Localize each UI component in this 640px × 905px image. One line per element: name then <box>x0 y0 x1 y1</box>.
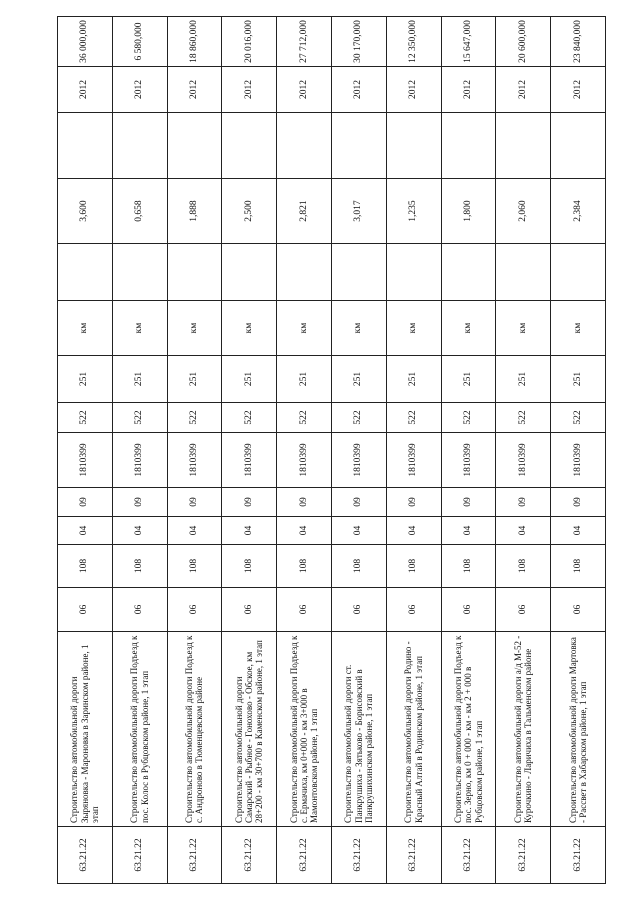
year-cell: 2012 <box>386 67 441 113</box>
chapter-code-cell: 04 <box>496 517 551 545</box>
target-article-cell: 1810399 <box>386 433 441 488</box>
kosgu-cell: 251 <box>386 356 441 403</box>
section-code-cell: 06 <box>386 588 441 632</box>
subsection-code-cell: 09 <box>441 488 496 517</box>
code-cell: 63.21.22 <box>551 827 606 884</box>
ministry-code-cell: 108 <box>277 545 332 588</box>
construction-objects-table <box>57 16 606 884</box>
amount-cell: 15 647,000 <box>441 17 496 67</box>
object-name-cell: Строительство автомобильной дороги Зыряновка - Мароновка в Заринском районе, 1 этап <box>58 632 113 827</box>
unit-cell: км <box>551 301 606 356</box>
expense-type-cell: 522 <box>496 403 551 433</box>
year-cell: 2012 <box>58 67 113 113</box>
target-article-cell: 1810399 <box>112 433 167 488</box>
subsection-code-cell: 09 <box>222 488 277 517</box>
code-cell: 63.21.22 <box>496 827 551 884</box>
empty-cell <box>496 244 551 301</box>
kosgu-cell: 251 <box>222 356 277 403</box>
unit-cell: км <box>386 301 441 356</box>
table-row <box>112 17 167 884</box>
object-name-cell: Строительство автомобильной дороги Родино - Красный Алтай в Родинском районе, 1 этап <box>386 632 441 827</box>
year-cell: 2012 <box>222 67 277 113</box>
chapter-code-cell: 04 <box>112 517 167 545</box>
length-cell: 1,888 <box>167 179 222 244</box>
subsection-code-cell: 09 <box>277 488 332 517</box>
code-cell: 63.21.22 <box>222 827 277 884</box>
length-cell: 1,235 <box>386 179 441 244</box>
length-cell: 2,500 <box>222 179 277 244</box>
chapter-code-cell: 04 <box>58 517 113 545</box>
section-code-cell: 06 <box>58 588 113 632</box>
amount-cell: 20 016,000 <box>222 17 277 67</box>
length-cell: 0,658 <box>112 179 167 244</box>
chapter-code-cell: 04 <box>331 517 386 545</box>
amount-cell: 23 840,000 <box>551 17 606 67</box>
chapter-code-cell: 04 <box>277 517 332 545</box>
length-cell: 1,800 <box>441 179 496 244</box>
unit-cell: км <box>277 301 332 356</box>
expense-type-cell: 522 <box>58 403 113 433</box>
code-cell: 63.21.22 <box>58 827 113 884</box>
empty-cell <box>112 113 167 179</box>
length-cell: 3,017 <box>331 179 386 244</box>
section-code-cell: 06 <box>331 588 386 632</box>
expense-type-cell: 522 <box>551 403 606 433</box>
target-article-cell: 1810399 <box>551 433 606 488</box>
table-row <box>167 17 222 884</box>
code-cell: 63.21.22 <box>386 827 441 884</box>
table-row <box>441 17 496 884</box>
chapter-code-cell: 04 <box>551 517 606 545</box>
empty-cell <box>167 244 222 301</box>
empty-cell <box>167 113 222 179</box>
amount-cell: 18 860,000 <box>167 17 222 67</box>
chapter-code-cell: 04 <box>386 517 441 545</box>
empty-cell <box>277 244 332 301</box>
table-row <box>222 17 277 884</box>
table-row <box>496 17 551 884</box>
ministry-code-cell: 108 <box>441 545 496 588</box>
empty-cell <box>496 113 551 179</box>
table-row <box>386 17 441 884</box>
ministry-code-cell: 108 <box>112 545 167 588</box>
subsection-code-cell: 09 <box>58 488 113 517</box>
amount-cell: 30 170,000 <box>331 17 386 67</box>
target-article-cell: 1810399 <box>167 433 222 488</box>
ministry-code-cell: 108 <box>551 545 606 588</box>
kosgu-cell: 251 <box>331 356 386 403</box>
amount-cell: 20 600,000 <box>496 17 551 67</box>
object-name-cell: Строительство автомобильной дороги Мартовка - Рассвет в Хабарском районе, 1 этап <box>551 632 606 827</box>
unit-cell: км <box>58 301 113 356</box>
expense-type-cell: 522 <box>331 403 386 433</box>
length-cell: 2,821 <box>277 179 332 244</box>
object-name-cell: Строительство автомобильной дороги а/д М-52 - Курочкино - Ларичиха в Тальменском районе <box>496 632 551 827</box>
subsection-code-cell: 09 <box>112 488 167 517</box>
length-cell: 2,060 <box>496 179 551 244</box>
year-cell: 2012 <box>331 67 386 113</box>
length-cell: 2,384 <box>551 179 606 244</box>
kosgu-cell: 251 <box>112 356 167 403</box>
object-name-cell: Строительство автомобильной дороги Подъезд к пос. Колос в Рубцовском районе, 1 этап <box>112 632 167 827</box>
empty-cell <box>551 113 606 179</box>
kosgu-cell: 251 <box>277 356 332 403</box>
year-cell: 2012 <box>112 67 167 113</box>
unit-cell: км <box>496 301 551 356</box>
year-cell: 2012 <box>441 67 496 113</box>
object-name-cell: Строительство автомобильной дороги Подъезд к с. Андроново в Тюменцевском районе <box>167 632 222 827</box>
target-article-cell: 1810399 <box>331 433 386 488</box>
section-code-cell: 06 <box>496 588 551 632</box>
expense-type-cell: 522 <box>277 403 332 433</box>
expense-type-cell: 522 <box>441 403 496 433</box>
unit-cell: км <box>441 301 496 356</box>
chapter-code-cell: 04 <box>441 517 496 545</box>
section-code-cell: 06 <box>277 588 332 632</box>
empty-cell <box>58 244 113 301</box>
subsection-code-cell: 09 <box>331 488 386 517</box>
section-code-cell: 06 <box>167 588 222 632</box>
table-row <box>331 17 386 884</box>
ministry-code-cell: 108 <box>386 545 441 588</box>
expense-type-cell: 522 <box>222 403 277 433</box>
ministry-code-cell: 108 <box>496 545 551 588</box>
ministry-code-cell: 108 <box>331 545 386 588</box>
length-cell: 3,600 <box>58 179 113 244</box>
unit-cell: км <box>112 301 167 356</box>
target-article-cell: 1810399 <box>441 433 496 488</box>
amount-cell: 36 000,000 <box>58 17 113 67</box>
code-cell: 63.21.22 <box>167 827 222 884</box>
target-article-cell: 1810399 <box>58 433 113 488</box>
empty-cell <box>441 113 496 179</box>
empty-cell <box>386 244 441 301</box>
table-row <box>277 17 332 884</box>
kosgu-cell: 251 <box>441 356 496 403</box>
table-row <box>551 17 606 884</box>
empty-cell <box>112 244 167 301</box>
table-wrapper <box>57 17 605 884</box>
ministry-code-cell: 108 <box>222 545 277 588</box>
subsection-code-cell: 09 <box>386 488 441 517</box>
expense-type-cell: 522 <box>112 403 167 433</box>
expense-type-cell: 522 <box>167 403 222 433</box>
rotated-table-container <box>57 17 605 884</box>
target-article-cell: 1810399 <box>496 433 551 488</box>
empty-cell <box>551 244 606 301</box>
chapter-code-cell: 04 <box>222 517 277 545</box>
target-article-cell: 1810399 <box>222 433 277 488</box>
expense-type-cell: 522 <box>386 403 441 433</box>
empty-cell <box>331 113 386 179</box>
subsection-code-cell: 09 <box>496 488 551 517</box>
empty-cell <box>386 113 441 179</box>
ministry-code-cell: 108 <box>58 545 113 588</box>
empty-cell <box>441 244 496 301</box>
ministry-code-cell: 108 <box>167 545 222 588</box>
amount-cell: 6 580,000 <box>112 17 167 67</box>
kosgu-cell: 251 <box>58 356 113 403</box>
empty-cell <box>222 244 277 301</box>
unit-cell: км <box>222 301 277 356</box>
section-code-cell: 06 <box>222 588 277 632</box>
unit-cell: км <box>331 301 386 356</box>
year-cell: 2012 <box>167 67 222 113</box>
target-article-cell: 1810399 <box>277 433 332 488</box>
object-name-cell: Строительство автомобильной дороги Подъезд к пос. Зерно, км 0 + 000 - км - км 2 + 000 в Рубцовском районе, 1 этап <box>441 632 496 827</box>
empty-cell <box>277 113 332 179</box>
empty-cell <box>222 113 277 179</box>
year-cell: 2012 <box>277 67 332 113</box>
object-name-cell: Строительство автомобильной дороги ст. Панкрушиха - Зятьково - Борисовский в Панкрушихинском районе, 1 этап <box>331 632 386 827</box>
unit-cell: км <box>167 301 222 356</box>
kosgu-cell: 251 <box>167 356 222 403</box>
amount-cell: 27 712,000 <box>277 17 332 67</box>
subsection-code-cell: 09 <box>551 488 606 517</box>
object-name-cell: Строительство автомобильной дороги Подъезд к с. Ермачиха, км 0+000 - км 3+000 в Мамонтовском районе, 1 этап <box>277 632 332 827</box>
empty-cell <box>331 244 386 301</box>
code-cell: 63.21.22 <box>277 827 332 884</box>
subsection-code-cell: 09 <box>167 488 222 517</box>
code-cell: 63.21.22 <box>112 827 167 884</box>
empty-cell <box>58 113 113 179</box>
object-name-cell: Строительство автомобильной дороги Самарский - Рыбное - Гоноховo - Обское, км 28+200 - км 30+700 в Каменском районе, 1 этап <box>222 632 277 827</box>
section-code-cell: 06 <box>441 588 496 632</box>
year-cell: 2012 <box>496 67 551 113</box>
kosgu-cell: 251 <box>496 356 551 403</box>
chapter-code-cell: 04 <box>167 517 222 545</box>
section-code-cell: 06 <box>551 588 606 632</box>
table-row <box>58 17 113 884</box>
section-code-cell: 06 <box>112 588 167 632</box>
kosgu-cell: 251 <box>551 356 606 403</box>
amount-cell: 12 350,000 <box>386 17 441 67</box>
year-cell: 2012 <box>551 67 606 113</box>
code-cell: 63.21.22 <box>441 827 496 884</box>
code-cell: 63.21.22 <box>331 827 386 884</box>
